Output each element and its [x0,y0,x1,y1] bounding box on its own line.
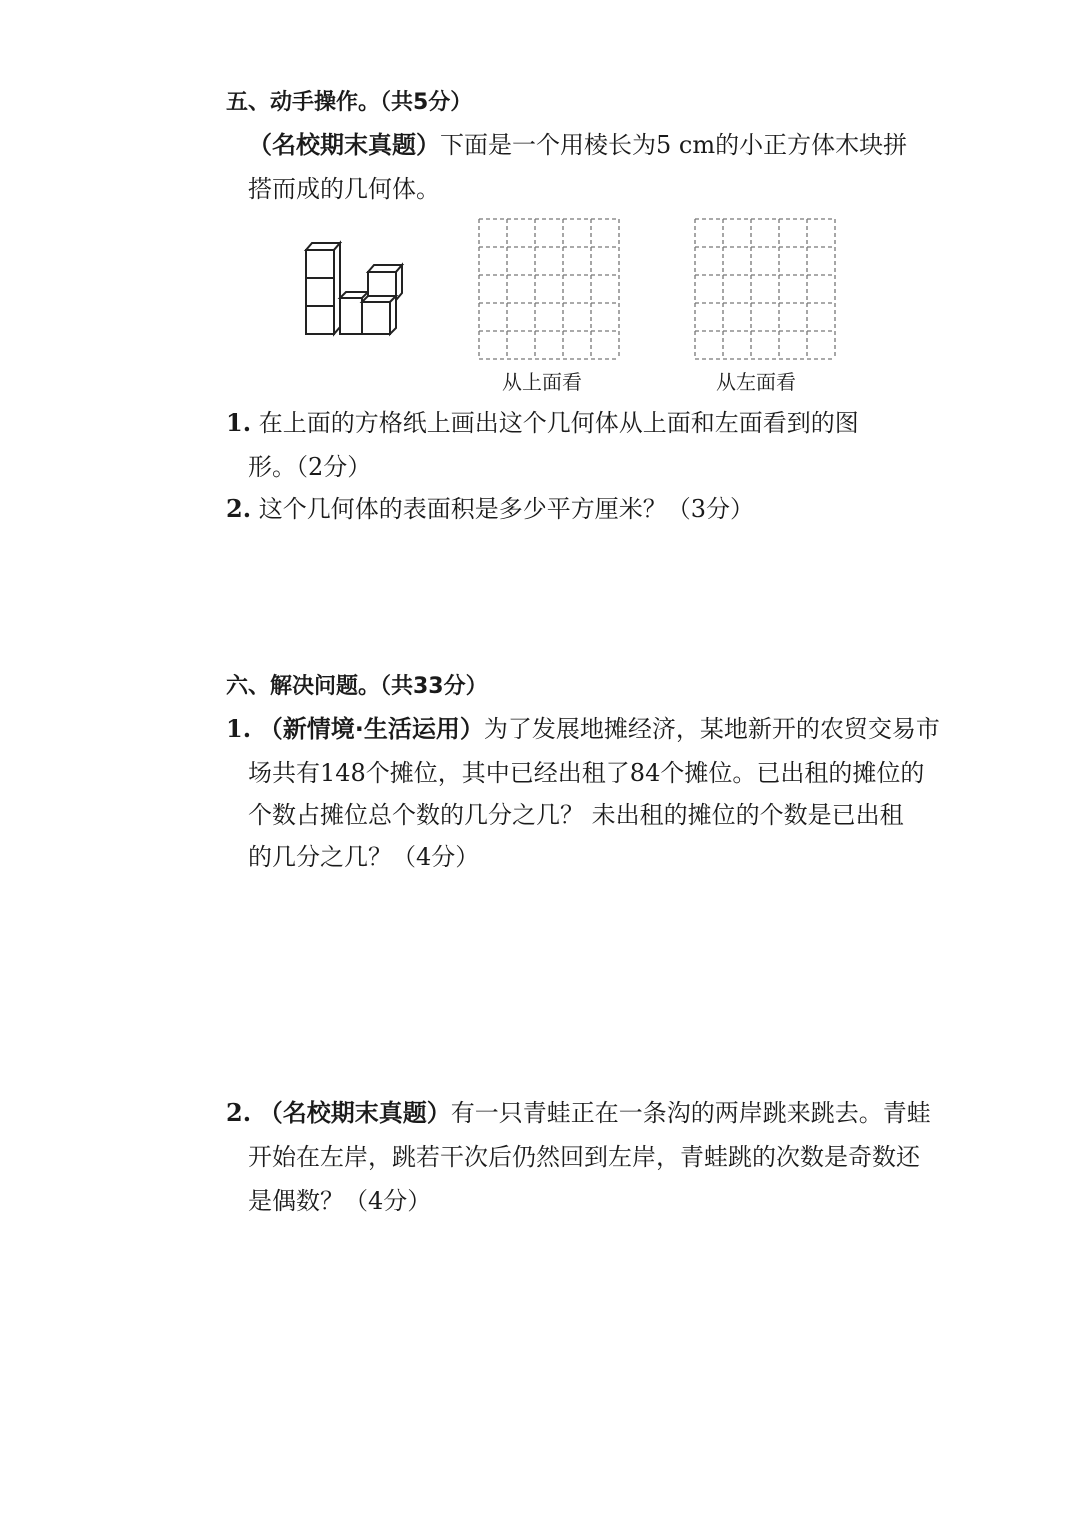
section-5-question-2 [226,494,754,524]
grid-top-view-caption: 从上面看 [502,370,582,394]
question-source-tag: （名校期末真题） [258,1099,451,1127]
section-6-heading: 六、解决问题。（共33分） [226,674,488,699]
grid-left-view-caption: 从左面看 [716,370,796,394]
section-5-intro-line-2: 搭而成的几何体。 [248,175,440,203]
question-number: 1. [226,714,252,743]
section-6-question-1-line-3: 个数占摊位总个数的几分之几？ 未出租的摊位的个数是已出租 [248,801,904,829]
section-5-heading: 五、动手操作。（共5分） [226,90,473,115]
question-text: 有一只青蛙正在一条沟的两岸跳来跳去。青蛙 [450,1099,931,1127]
cube-figure [300,240,410,340]
section-6-question-2-line-3: 是偶数？（4分） [248,1187,432,1215]
section-5-intro-line-1 [248,130,907,160]
section-6-question-2-line-1 [226,1098,931,1128]
question-number: 2. [226,1098,252,1127]
question-text: 为了发展地摊经济，某地新开的农贸交易市 [483,715,940,743]
section-6-question-2-line-2: 开始在左岸，跳若干次后仍然回到左岸，青蛙跳的次数是奇数还 [248,1143,920,1171]
section-6-question-1-line-4: 的几分之几？（4分） [248,843,480,871]
grid-left-view[interactable] [694,218,836,360]
question-source-tag: （名校期末真题） [248,131,440,159]
section-6-question-1-line-2: 场共有148个摊位，其中已经出租了84个摊位。已出租的摊位的 [248,759,925,787]
grid-top-view[interactable] [478,218,620,360]
section-5-question-1-line-1 [226,408,859,438]
question-text: 这个几何体的表面积是多少平方厘米？（3分） [258,495,754,523]
intro-text: 下面是一个用棱长为5 cm的小正方体木块拼 [440,131,908,159]
section-5-question-1-line-2: 形。（2分） [248,453,372,481]
section-6-question-1-line-1 [226,714,940,744]
question-text: 在上面的方格纸上画出这个几何体从上面和左面看到的图 [258,409,859,437]
question-number: 1. [226,408,252,437]
question-number: 2. [226,494,252,523]
question-source-tag: （新情境·生活运用） [258,715,484,743]
